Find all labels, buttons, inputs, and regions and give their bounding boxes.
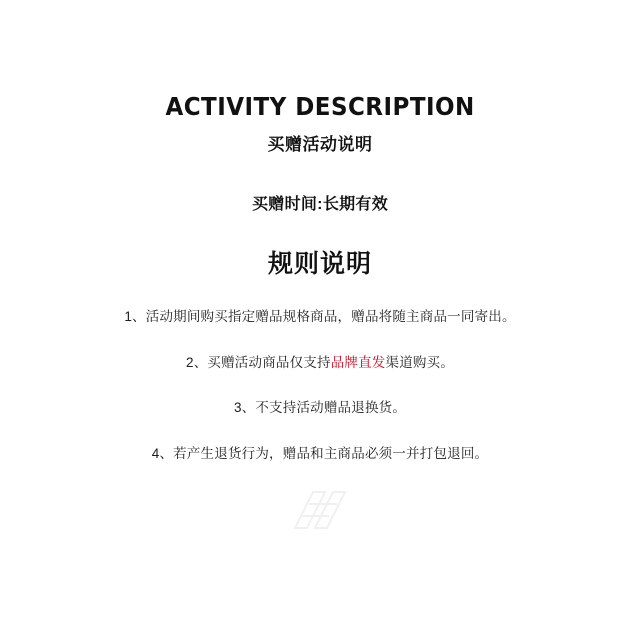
rule-item [186, 352, 454, 374]
rule-text-highlight: 品牌直发 [330, 354, 386, 370]
page-title-chinese: 买赠活动说明 [267, 135, 373, 154]
activity-period-text: 买赠时间:长期有效 [251, 196, 389, 213]
rule-text-before: 2、买赠活动商品仅支持 [185, 354, 331, 370]
rules-list [0, 306, 640, 464]
rule-text-before: 3、不支持活动赠品退换货。 [233, 400, 407, 416]
rule-text-before: 1、活动期间购买指定赠品规格商品，赠品将随主商品一同寄出。 [124, 309, 516, 324]
rules-section-heading: 规则说明 [267, 250, 372, 278]
watermark [0, 480, 640, 540]
rule-item [124, 306, 515, 328]
rule-item [152, 443, 489, 465]
rule-text-after: 渠道购买。 [385, 354, 455, 370]
page-title-english: ACTIVITY DESCRIPTION [165, 92, 475, 121]
rule-text-before: 4、若产生退货行为，赠品和主商品必须一并打包退回。 [151, 445, 489, 461]
brand-logo-watermark-icon [285, 480, 355, 540]
rule-item [234, 397, 406, 419]
